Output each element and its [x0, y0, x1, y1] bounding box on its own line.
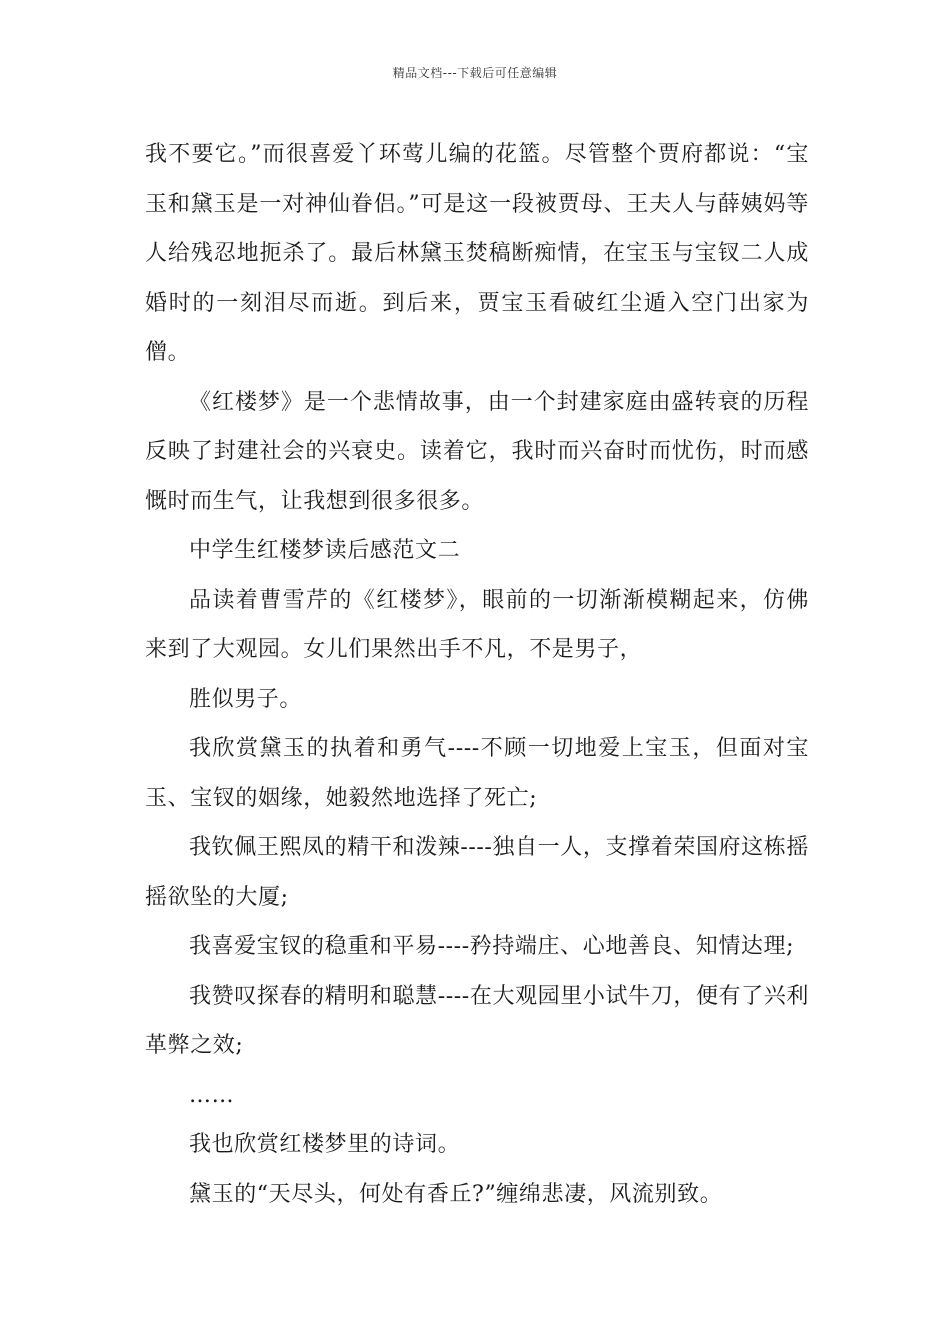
paragraph-7: 我喜爱宝钗的稳重和平易----矜持端庄、心地善良、知情达理;: [189, 934, 795, 959]
page-header: 精品文档---下载后可任意编辑: [392, 66, 558, 80]
paragraph-5: 我欣赏黛玉的执着和勇气----不顾一切地爱上宝玉，但面对宝玉、宝钗的姻缘，她毅然地选择了死亡;: [145, 736, 809, 811]
ellipsis-line: ……: [189, 1082, 235, 1108]
section-title: 中学生红楼梦读后感范文二: [189, 538, 461, 563]
paragraph-4: 胜似男子。: [189, 686, 303, 712]
paragraph-9: 我也欣赏红楼梦里的诗词。: [189, 1132, 461, 1157]
paragraph-8: 我赞叹探春的精明和聪慧----在大观园里小试牛刀，便有了兴利革弊之效;: [145, 983, 809, 1058]
paragraph-2: 《红楼梦》是一个悲情故事，由一个封建家庭由盛转衰的历程反映了封建社会的兴衰史。读着它，我时而兴奋时而忧伤，时而感慨时而生气，让我想到很多很多。: [145, 389, 809, 514]
paragraph-10: 黛玉的“天尽头，何处有香丘?”缠绵悲凄，风流别致。: [189, 1181, 723, 1207]
paragraph-1: 我不要它。”而很喜爱丫环莺儿编的花篮。尽管整个贾府都说：“宝玉和黛玉是一对神仙眷侣。”可是这一段被贾母、王夫人与薛姨妈等人给残忍地扼杀了。最后林黛玉焚稿断痴情，在宝玉与宝钗二人成婚时的一刻泪尽而逝。到后来，贾宝玉看破红尘遁入空门出家为僧。: [145, 142, 809, 365]
paragraph-6: 我钦佩王熙凤的精干和泼辣----独自一人，支撑着荣国府这栋摇摇欲坠的大厦;: [145, 835, 809, 910]
paragraph-3: 品读着曹雪芹的《红楼梦》，眼前的一切渐渐模糊起来，仿佛来到了大观园。女儿们果然出手不凡，不是男子，: [145, 587, 809, 662]
document-body: [145, 130, 809, 1219]
